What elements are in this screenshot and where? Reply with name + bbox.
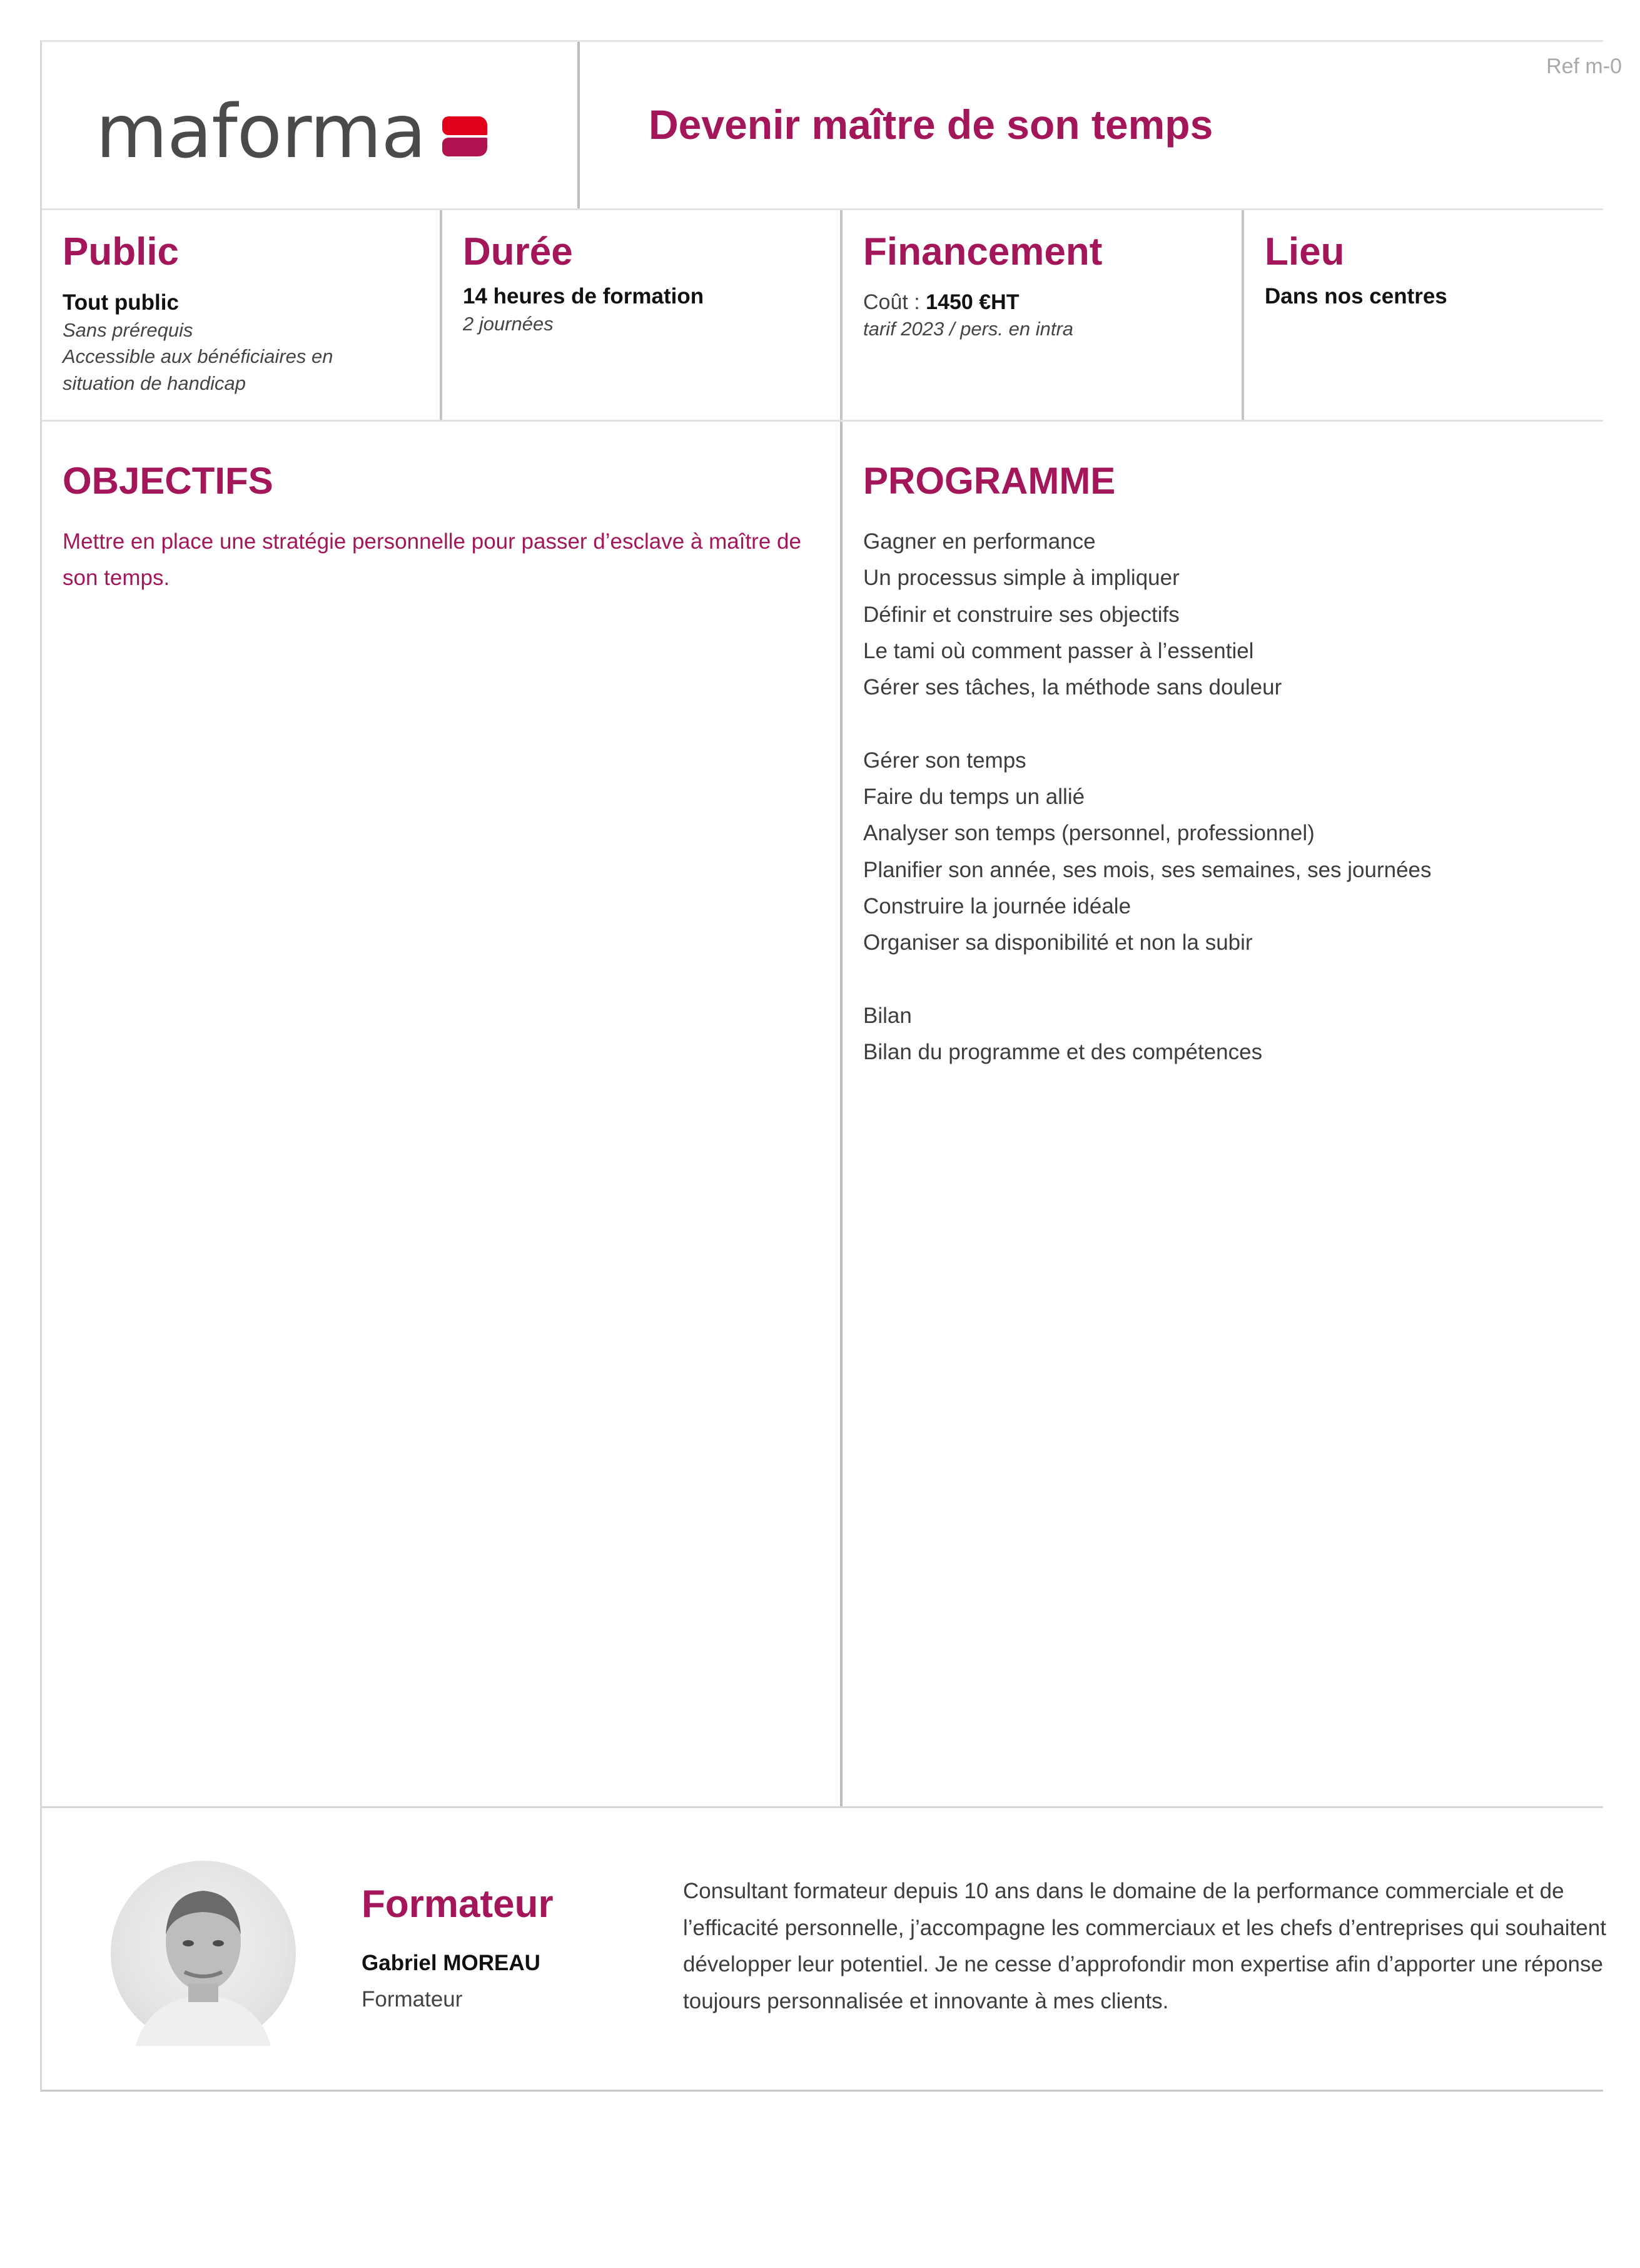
public-prerequisites: Sans prérequis xyxy=(63,318,193,341)
info-public xyxy=(42,210,442,420)
programme-item: Bilan du programme et des compétences xyxy=(863,1040,1263,1065)
trainer-footer xyxy=(42,1806,1606,2093)
programme-spacer xyxy=(863,962,1605,998)
programme-item: Un processus simple à impliquer xyxy=(863,566,1180,591)
page-title: Devenir maître de son temps xyxy=(649,101,1213,148)
programme-item: Organiser sa disponibilité et non la subir xyxy=(863,930,1253,955)
programme-item: Gagner en performance xyxy=(863,529,1096,554)
brand-logo xyxy=(96,88,487,175)
lieu-value: Dans nos centres xyxy=(1265,284,1447,309)
programme-spacer xyxy=(863,706,1605,742)
programme-item: Faire du temps un allié xyxy=(863,785,1085,810)
public-accessibility-line-1: Accessible aux bénéficiaires en xyxy=(63,345,333,368)
training-sheet xyxy=(40,40,1622,2092)
objectifs-heading: OBJECTIFS xyxy=(63,460,273,502)
duree-days: 2 journées xyxy=(463,312,554,335)
main-content xyxy=(42,422,1603,1806)
info-duree xyxy=(442,210,843,420)
trainer-avatar xyxy=(111,1861,296,2046)
cost-value: 1450 €HT xyxy=(926,290,1020,315)
reference-code: Ref m-0 xyxy=(1546,54,1622,78)
trainer-portrait-icon xyxy=(111,1861,296,2046)
logo-text: maforma xyxy=(96,88,426,175)
public-accessibility-line-2: situation de handicap xyxy=(63,372,246,395)
logo-cell xyxy=(42,42,580,208)
programme-item: Planifier son année, ses mois, ses semaines, ses journées xyxy=(863,857,1432,882)
financement-heading: Financement xyxy=(863,230,1103,273)
objectifs-text: Mettre en place une stratégie personnelle pour passer d’esclave à maître de son temps. xyxy=(63,529,801,590)
duree-heading: Durée xyxy=(463,230,573,273)
programme-item: Définir et construire ses objectifs xyxy=(863,602,1180,627)
objectifs-section xyxy=(42,422,843,1806)
programme-item: Gérer son temps xyxy=(863,748,1026,773)
trainer-info xyxy=(362,1882,554,2018)
programme-item: Gérer ses tâches, la méthode sans douleur xyxy=(863,675,1282,700)
financement-rate: tarif 2023 / pers. en intra xyxy=(863,318,1074,340)
info-bar xyxy=(42,210,1603,422)
financement-cost xyxy=(863,288,1242,316)
info-lieu xyxy=(1244,210,1605,420)
programme-heading: PROGRAMME xyxy=(863,460,1116,502)
header xyxy=(42,42,1622,210)
trainer-bio: Consultant formateur depuis 10 ans dans le domaine de la performance commerciale et de l’efficacité personnelle, j’accompagne les commerciaux et les chefs d’entreprises qui souhaitent développer leur potentiel. Je ne cesse d’approfondir mon expertise afin d’apporter une réponse toujours personnalisée et innovante à mes clients. xyxy=(683,1879,1606,2013)
programme-item: Bilan xyxy=(863,1003,912,1028)
trainer-name: Gabriel MOREAU xyxy=(362,1951,540,1975)
programme-section xyxy=(843,422,1605,1806)
duree-hours: 14 heures de formation xyxy=(463,284,704,309)
cost-label: Coût : xyxy=(863,290,926,315)
logo-mark-icon xyxy=(442,116,487,156)
formateur-heading: Formateur xyxy=(362,1883,554,1926)
programme-item: Le tami où comment passer à l’essentiel xyxy=(863,638,1254,663)
public-heading: Public xyxy=(63,230,180,273)
trainer-role: Formateur xyxy=(362,1987,463,2011)
programme-list xyxy=(863,524,1605,1070)
info-financement xyxy=(843,210,1244,420)
lieu-heading: Lieu xyxy=(1265,230,1345,273)
public-audience: Tout public xyxy=(63,290,179,315)
programme-item: Construire la journée idéale xyxy=(863,893,1131,918)
programme-item: Analyser son temps (personnel, professionnel) xyxy=(863,821,1315,846)
